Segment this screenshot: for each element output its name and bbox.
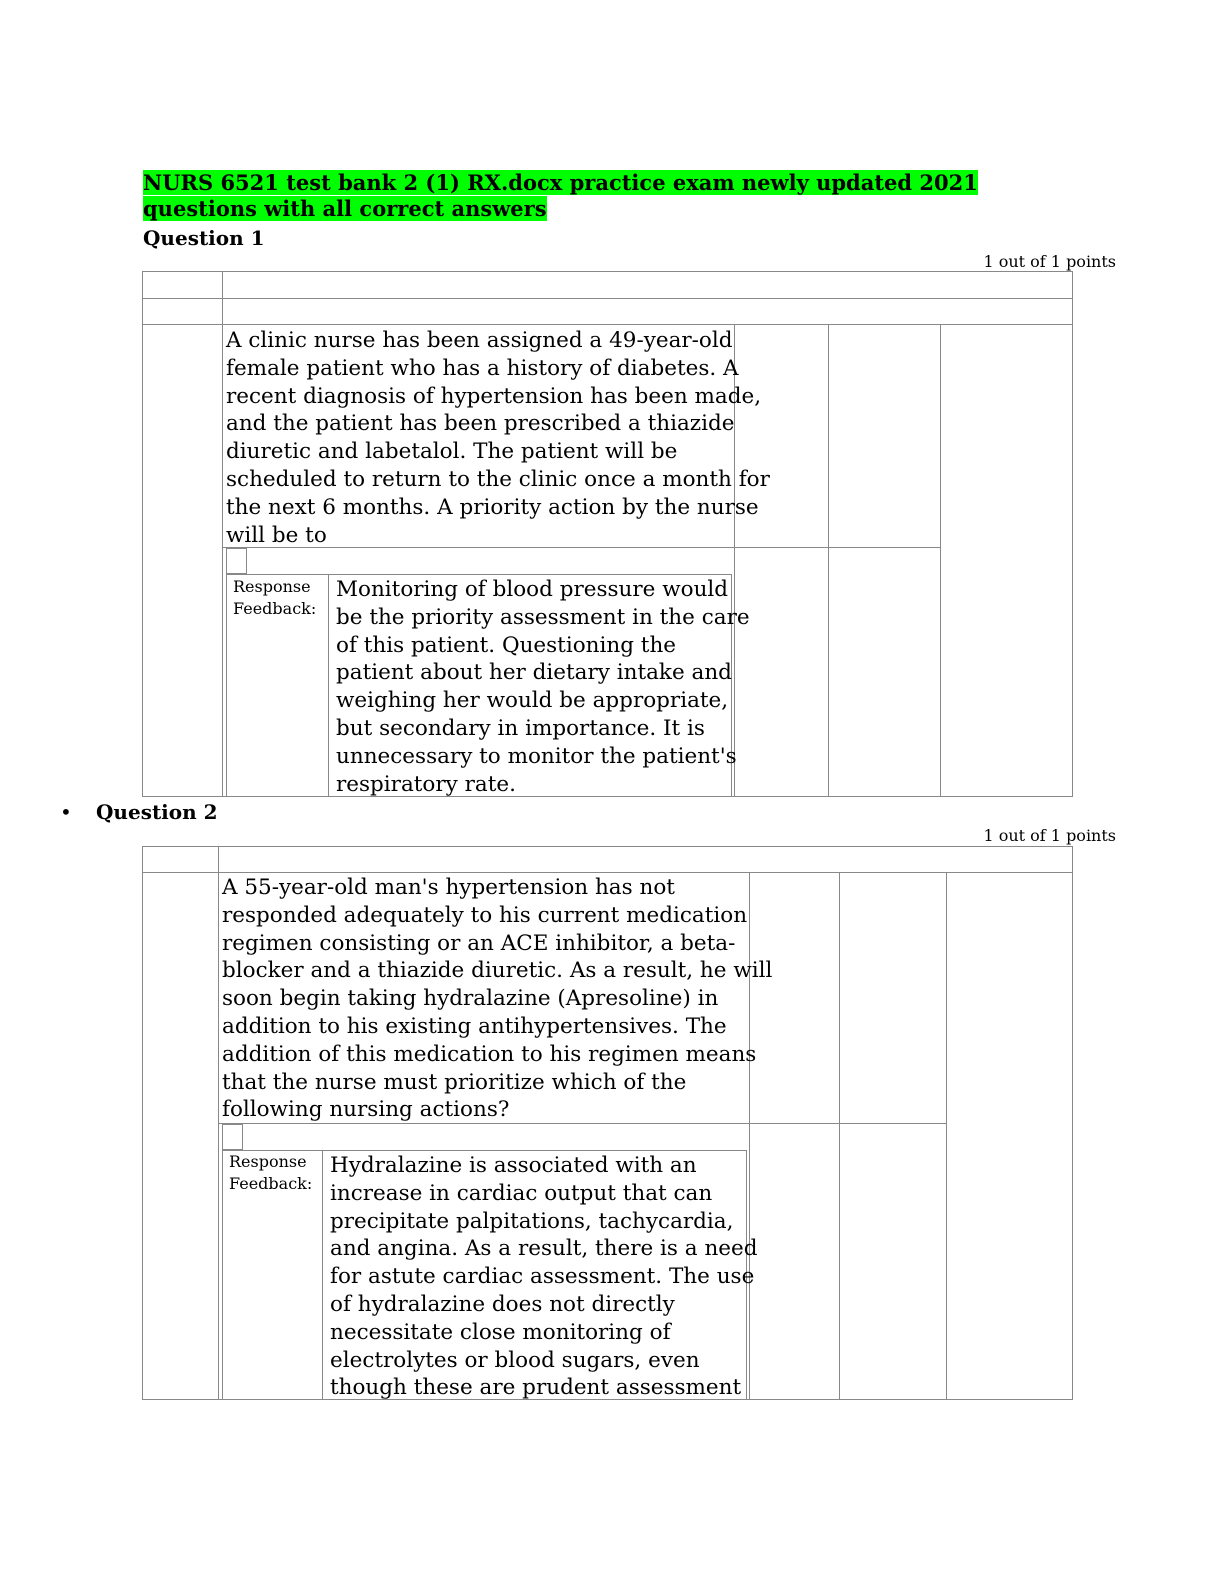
question-1-heading: Question 1 xyxy=(143,226,265,250)
question-1-feedback-label: Response Feedback: xyxy=(233,577,317,618)
question-2-feedback-label: Response Feedback: xyxy=(229,1152,313,1193)
question-2-points: 1 out of 1 points xyxy=(983,826,1116,845)
question-2-bullet: • xyxy=(60,800,72,824)
question-1-feedback: Monitoring of blood pressure would be the priority assessment in the care of this patient. Questioning the patient about her dietary intake and weighing her would be appropriate, but secondary in importance. It is unnecessary to monitor the patient's respiratory rate. xyxy=(336,577,750,797)
question-2-heading: Question 2 xyxy=(96,800,218,824)
document-title: NURS 6521 test bank 2 (1) RX.docx practice exam newly updated 2021 questions with all correct answers xyxy=(143,170,978,221)
question-1-points: 1 out of 1 points xyxy=(983,252,1116,271)
question-1-text: A clinic nurse has been assigned a 49-year-old female patient who has a history of diabetes. A recent diagnosis of hypertension has been made, and the patient has been prescribed a thiazide diuretic and labetalol. The patient will be scheduled to return to the clinic once a month for the next 6 months. A priority action by the nurse will be to xyxy=(226,328,770,548)
question-2-feedback: Hydralazine is associated with an increase in cardiac output that can precipitate palpitations, tachycardia, and angina. As a result, there is a need for astute cardiac assessment. The use of hydralazine does not directly necessitate close monitoring of electrolytes or blood sugars, even though these are prudent assessment xyxy=(330,1153,758,1399)
question-2-text: A 55-year-old man's hypertension has not responded adequately to his current medication regimen consisting or an ACE inhibitor, a beta- blocker and a thiazide diuretic. As a result, he will soon begin taking hydralazine (Apresoline) in addition to his existing antihypertensives. The addition of this medication to his regimen means that the nurse must prioritize which of the following nursing actions? xyxy=(222,875,773,1123)
